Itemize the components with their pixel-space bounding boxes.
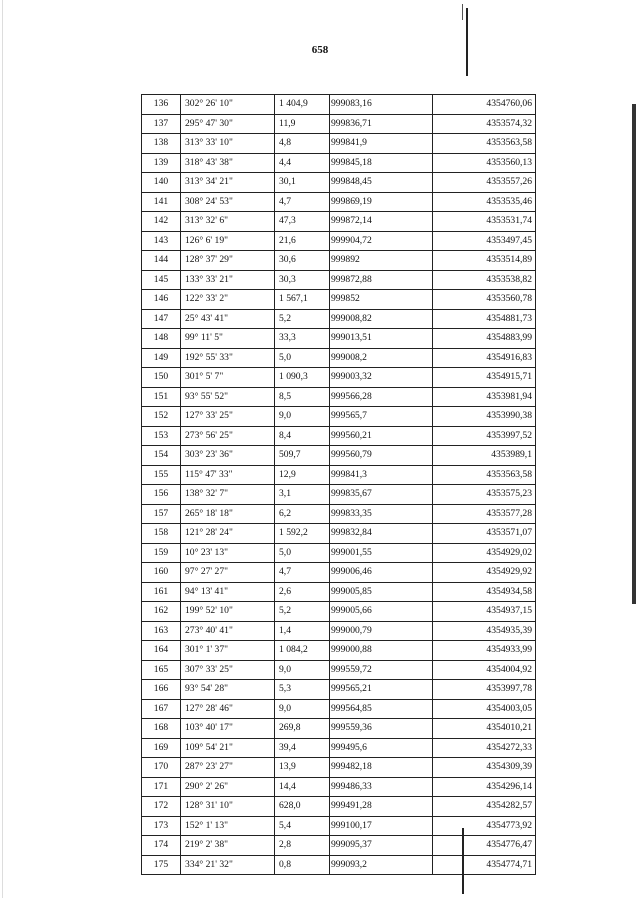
distance-cell: 9,0 [275,699,330,719]
bearing-cell: 94° 13' 41" [181,582,275,602]
y-coordinate-cell: 4353557,26 [433,173,536,193]
bearing-cell: 126° 6' 19" [181,231,275,251]
x-coordinate-cell: 999904,72 [330,231,433,251]
y-coordinate-cell: 4353575,23 [433,485,536,505]
distance-cell: 5,2 [275,602,330,622]
distance-cell: 1 090,3 [275,368,330,388]
y-coordinate-cell: 4354881,73 [433,309,536,329]
point-number-cell: 138 [142,134,181,154]
table-row [142,446,536,466]
point-number-cell: 164 [142,641,181,661]
y-coordinate-cell: 4354272,33 [433,738,536,758]
bearing-cell: 121° 28' 24" [181,524,275,544]
bearing-cell: 287° 23' 27" [181,758,275,778]
table-row [142,836,536,856]
distance-cell: 8,5 [275,387,330,407]
distance-cell: 9,0 [275,660,330,680]
y-coordinate-cell: 4353997,78 [433,680,536,700]
bearing-cell: 115° 47' 33" [181,465,275,485]
table-row [142,309,536,329]
x-coordinate-cell: 999892 [330,251,433,271]
table-row [142,582,536,602]
y-coordinate-cell: 4354937,15 [433,602,536,622]
x-coordinate-cell: 999491,28 [330,797,433,817]
y-coordinate-cell: 4354883,99 [433,329,536,349]
coordinates-table-body [142,95,536,875]
table-row [142,602,536,622]
bearing-cell: 138° 32' 7" [181,485,275,505]
y-coordinate-cell: 4353514,89 [433,251,536,271]
table-row [142,348,536,368]
distance-cell: 1 592,2 [275,524,330,544]
x-coordinate-cell: 999095,37 [330,836,433,856]
distance-cell: 39,4 [275,738,330,758]
x-coordinate-cell: 999832,84 [330,524,433,544]
x-coordinate-cell: 999559,72 [330,660,433,680]
distance-cell: 628,0 [275,797,330,817]
table-row [142,251,536,271]
point-number-cell: 154 [142,446,181,466]
table-row [142,368,536,388]
distance-cell: 5,2 [275,309,330,329]
bearing-cell: 313° 32' 6" [181,212,275,232]
y-coordinate-cell: 4353997,52 [433,426,536,446]
point-number-cell: 142 [142,212,181,232]
bearing-cell: 307° 33' 25" [181,660,275,680]
distance-cell: 5,0 [275,348,330,368]
x-coordinate-cell: 999008,82 [330,309,433,329]
x-coordinate-cell: 999000,88 [330,641,433,661]
bearing-cell: 128° 37' 29" [181,251,275,271]
bearing-cell: 109° 54' 21" [181,738,275,758]
x-coordinate-cell: 999005,66 [330,602,433,622]
distance-cell: 13,9 [275,758,330,778]
point-number-cell: 161 [142,582,181,602]
y-coordinate-cell: 4354929,92 [433,563,536,583]
point-number-cell: 144 [142,251,181,271]
bearing-cell: 99° 11' 5" [181,329,275,349]
table-row [142,95,536,115]
bearing-cell: 10° 23' 13" [181,543,275,563]
distance-cell: 12,9 [275,465,330,485]
y-coordinate-cell: 4354929,02 [433,543,536,563]
point-number-cell: 163 [142,621,181,641]
table-row [142,758,536,778]
y-coordinate-cell: 4353990,38 [433,407,536,427]
point-number-cell: 165 [142,660,181,680]
table-row [142,797,536,817]
x-coordinate-cell: 999872,88 [330,270,433,290]
point-number-cell: 159 [142,543,181,563]
y-coordinate-cell: 4354773,92 [433,816,536,836]
x-coordinate-cell: 999852 [330,290,433,310]
point-number-cell: 173 [142,816,181,836]
distance-cell: 4,7 [275,192,330,212]
distance-cell: 5,0 [275,543,330,563]
bearing-cell: 295° 47' 30" [181,114,275,134]
y-coordinate-cell: 4353571,07 [433,524,536,544]
bearing-cell: 152° 1' 13" [181,816,275,836]
bearing-cell: 128° 31' 10" [181,797,275,817]
scan-edge-shadow [2,0,3,898]
x-coordinate-cell: 999841,9 [330,134,433,154]
x-coordinate-cell: 999482,18 [330,758,433,778]
distance-cell: 1,4 [275,621,330,641]
x-coordinate-cell: 999565,21 [330,680,433,700]
x-coordinate-cell: 999564,85 [330,699,433,719]
y-coordinate-cell: 4353538,82 [433,270,536,290]
table-row [142,212,536,232]
scan-artifact-line [462,4,463,20]
bearing-cell: 93° 55' 52" [181,387,275,407]
x-coordinate-cell: 999001,55 [330,543,433,563]
bearing-cell: 303° 23' 36" [181,446,275,466]
y-coordinate-cell: 4354309,39 [433,758,536,778]
table-row [142,426,536,446]
table-row [142,153,536,173]
point-number-cell: 162 [142,602,181,622]
distance-cell: 5,3 [275,680,330,700]
distance-cell: 21,6 [275,231,330,251]
point-number-cell: 160 [142,563,181,583]
distance-cell: 0,8 [275,855,330,875]
y-coordinate-cell: 4354282,57 [433,797,536,817]
x-coordinate-cell: 999836,71 [330,114,433,134]
y-coordinate-cell: 4354776,47 [433,836,536,856]
point-number-cell: 143 [142,231,181,251]
y-coordinate-cell: 4354760,06 [433,95,536,115]
point-number-cell: 147 [142,309,181,329]
table-row [142,173,536,193]
x-coordinate-cell: 999008,2 [330,348,433,368]
distance-cell: 3,1 [275,485,330,505]
y-coordinate-cell: 4353531,74 [433,212,536,232]
table-row [142,134,536,154]
point-number-cell: 175 [142,855,181,875]
point-number-cell: 167 [142,699,181,719]
point-number-cell: 149 [142,348,181,368]
table-row [142,329,536,349]
x-coordinate-cell: 999560,79 [330,446,433,466]
page-number: 658 [311,44,329,56]
table-row [142,524,536,544]
table-row [142,270,536,290]
bearing-cell: 273° 56' 25" [181,426,275,446]
table-row [142,719,536,739]
bearing-cell: 219° 2' 38" [181,836,275,856]
bearing-cell: 334° 21' 32" [181,855,275,875]
y-coordinate-cell: 4353563,58 [433,465,536,485]
point-number-cell: 139 [142,153,181,173]
bearing-cell: 103° 40' 17" [181,719,275,739]
y-coordinate-cell: 4353574,32 [433,114,536,134]
point-number-cell: 166 [142,680,181,700]
table-row [142,680,536,700]
bearing-cell: 127° 33' 25" [181,407,275,427]
table-row [142,192,536,212]
y-coordinate-cell: 4354010,21 [433,719,536,739]
y-coordinate-cell: 4353560,13 [433,153,536,173]
y-coordinate-cell: 4354774,71 [433,855,536,875]
bearing-cell: 97° 27' 27" [181,563,275,583]
scan-artifact-line [466,8,468,76]
bearing-cell: 290° 2' 26" [181,777,275,797]
x-coordinate-cell: 999486,33 [330,777,433,797]
bearing-cell: 93° 54' 28" [181,680,275,700]
x-coordinate-cell: 999566,28 [330,387,433,407]
y-coordinate-cell: 4353497,45 [433,231,536,251]
y-coordinate-cell: 4353563,58 [433,134,536,154]
scan-artifact-bar [632,104,636,604]
table-row [142,816,536,836]
coordinates-table [141,94,536,875]
x-coordinate-cell: 999013,51 [330,329,433,349]
y-coordinate-cell: 4353989,1 [433,446,536,466]
distance-cell: 5,4 [275,816,330,836]
point-number-cell: 156 [142,485,181,505]
distance-cell: 30,1 [275,173,330,193]
y-coordinate-cell: 4354916,83 [433,348,536,368]
distance-cell: 1 404,9 [275,95,330,115]
y-coordinate-cell: 4353560,78 [433,290,536,310]
x-coordinate-cell: 999869,19 [330,192,433,212]
bearing-cell: 313° 33' 10" [181,134,275,154]
x-coordinate-cell: 999083,16 [330,95,433,115]
distance-cell: 1 567,1 [275,290,330,310]
distance-cell: 9,0 [275,407,330,427]
table-row [142,387,536,407]
point-number-cell: 158 [142,524,181,544]
point-number-cell: 157 [142,504,181,524]
x-coordinate-cell: 999005,85 [330,582,433,602]
distance-cell: 2,8 [275,836,330,856]
table-row [142,543,536,563]
bearing-cell: 25° 43' 41" [181,309,275,329]
point-number-cell: 168 [142,719,181,739]
y-coordinate-cell: 4353981,94 [433,387,536,407]
x-coordinate-cell: 999560,21 [330,426,433,446]
table-row [142,777,536,797]
point-number-cell: 137 [142,114,181,134]
x-coordinate-cell: 999835,67 [330,485,433,505]
distance-cell: 4,8 [275,134,330,154]
table-row [142,407,536,427]
x-coordinate-cell: 999495,6 [330,738,433,758]
bearing-cell: 192° 55' 33" [181,348,275,368]
x-coordinate-cell: 999100,17 [330,816,433,836]
distance-cell: 8,4 [275,426,330,446]
bearing-cell: 127° 28' 46" [181,699,275,719]
point-number-cell: 148 [142,329,181,349]
point-number-cell: 172 [142,797,181,817]
table-row [142,855,536,875]
table-row [142,660,536,680]
distance-cell: 30,3 [275,270,330,290]
table-row [142,290,536,310]
bearing-cell: 318° 43' 38" [181,153,275,173]
x-coordinate-cell: 999833,35 [330,504,433,524]
bearing-cell: 122° 33' 2" [181,290,275,310]
distance-cell: 4,4 [275,153,330,173]
table-row [142,114,536,134]
x-coordinate-cell: 999841,3 [330,465,433,485]
point-number-cell: 151 [142,387,181,407]
table-row [142,699,536,719]
point-number-cell: 174 [142,836,181,856]
table-row [142,641,536,661]
point-number-cell: 146 [142,290,181,310]
point-number-cell: 169 [142,738,181,758]
distance-cell: 30,6 [275,251,330,271]
x-coordinate-cell: 999093,2 [330,855,433,875]
point-number-cell: 141 [142,192,181,212]
x-coordinate-cell: 999848,45 [330,173,433,193]
y-coordinate-cell: 4354915,71 [433,368,536,388]
y-coordinate-cell: 4354933,99 [433,641,536,661]
bearing-cell: 301° 5' 7" [181,368,275,388]
distance-cell: 269,8 [275,719,330,739]
x-coordinate-cell: 999559,36 [330,719,433,739]
table-row [142,621,536,641]
table-row [142,504,536,524]
x-coordinate-cell: 999000,79 [330,621,433,641]
point-number-cell: 155 [142,465,181,485]
point-number-cell: 170 [142,758,181,778]
table-row [142,563,536,583]
distance-cell: 509,7 [275,446,330,466]
point-number-cell: 150 [142,368,181,388]
x-coordinate-cell: 999845,18 [330,153,433,173]
distance-cell: 11,9 [275,114,330,134]
y-coordinate-cell: 4354004,92 [433,660,536,680]
y-coordinate-cell: 4353535,46 [433,192,536,212]
point-number-cell: 171 [142,777,181,797]
x-coordinate-cell: 999003,32 [330,368,433,388]
table-row [142,738,536,758]
bearing-cell: 308° 24' 53" [181,192,275,212]
bearing-cell: 301° 1' 37" [181,641,275,661]
table-row [142,485,536,505]
point-number-cell: 140 [142,173,181,193]
table-row [142,465,536,485]
x-coordinate-cell: 999565,7 [330,407,433,427]
point-number-cell: 145 [142,270,181,290]
bearing-cell: 273° 40' 41" [181,621,275,641]
y-coordinate-cell: 4354003,05 [433,699,536,719]
x-coordinate-cell: 999872,14 [330,212,433,232]
bearing-cell: 302° 26' 10" [181,95,275,115]
point-number-cell: 136 [142,95,181,115]
point-number-cell: 152 [142,407,181,427]
table-row [142,231,536,251]
y-coordinate-cell: 4354296,14 [433,777,536,797]
y-coordinate-cell: 4354935,39 [433,621,536,641]
x-coordinate-cell: 999006,46 [330,563,433,583]
distance-cell: 4,7 [275,563,330,583]
bearing-cell: 313° 34' 21" [181,173,275,193]
distance-cell: 1 084,2 [275,641,330,661]
distance-cell: 2,6 [275,582,330,602]
bearing-cell: 265° 18' 18" [181,504,275,524]
distance-cell: 33,3 [275,329,330,349]
distance-cell: 47,3 [275,212,330,232]
distance-cell: 6,2 [275,504,330,524]
y-coordinate-cell: 4354934,58 [433,582,536,602]
y-coordinate-cell: 4353577,28 [433,504,536,524]
bearing-cell: 133° 33' 21" [181,270,275,290]
coordinates-table-container [141,94,530,875]
bearing-cell: 199° 52' 10" [181,602,275,622]
distance-cell: 14,4 [275,777,330,797]
point-number-cell: 153 [142,426,181,446]
